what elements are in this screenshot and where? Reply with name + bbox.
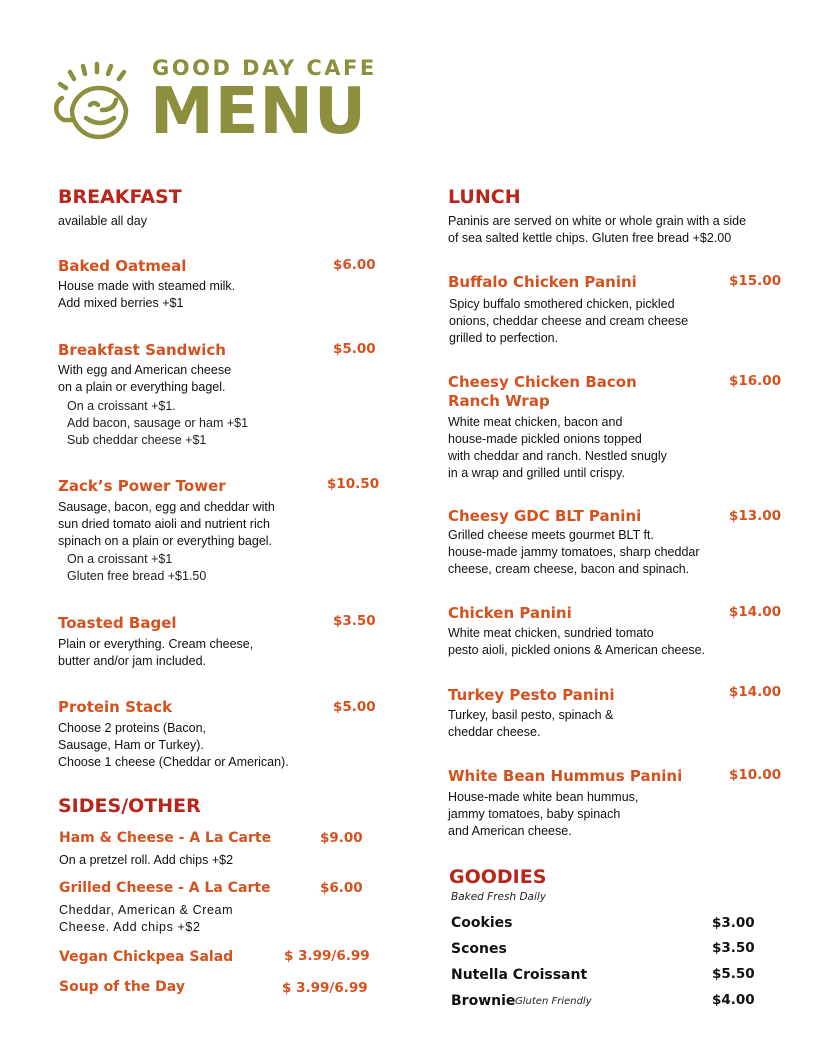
- breakfast-note: available all day: [58, 214, 147, 228]
- item-name: Cheesy Chicken Bacon Ranch Wrap: [448, 373, 637, 410]
- item-name: Zack’s Power Tower: [58, 477, 226, 495]
- menu-title: MENU: [150, 75, 367, 149]
- sides-heading: SIDES/OTHER: [58, 795, 201, 817]
- goodie-price: $4.00: [712, 992, 755, 1008]
- item-price: $6.00: [320, 880, 363, 896]
- item-description: Sausage, bacon, egg and cheddar with sun dried tomato aioli and nutrient rich spinach on a plain or everything bagel.: [58, 500, 275, 548]
- item-description: Plain or everything. Cream cheese, butter and/or jam included.: [58, 637, 254, 668]
- item-name: Vegan Chickpea Salad: [59, 949, 234, 965]
- item-price: $16.00: [729, 373, 782, 389]
- item-name: Chicken Panini: [448, 604, 572, 622]
- gluten-friendly-tag: Gluten Friendly: [515, 996, 592, 1007]
- item-name: Grilled Cheese - A La Carte: [59, 880, 271, 896]
- goodie-price: $5.50: [712, 966, 755, 982]
- item-price: $10.00: [729, 767, 782, 783]
- item-description: House-made white bean hummus, jammy tomatoes, baby spinach and American cheese.: [448, 790, 639, 838]
- item-name: White Bean Hummus Panini: [448, 767, 683, 785]
- item-description: With egg and American cheese on a plain or everything bagel.: [58, 363, 232, 394]
- goodie-price: $3.50: [712, 940, 755, 956]
- item-name: Baked Oatmeal: [58, 257, 187, 275]
- breakfast-heading: BREAKFAST: [58, 186, 182, 208]
- item-description: Choose 2 proteins (Bacon, Sausage, Ham or Turkey). Choose 1 cheese (Cheddar or American).: [58, 721, 289, 769]
- goodie-name: Nutella Croissant: [451, 967, 588, 983]
- item-price: $15.00: [729, 273, 782, 289]
- item-name: Ham & Cheese - A La Carte: [59, 830, 272, 846]
- item-name: Soup of the Day: [59, 979, 185, 995]
- item-price: $5.00: [333, 341, 376, 357]
- goodie-name: Cookies: [451, 915, 513, 931]
- item-name: Turkey Pesto Panini: [448, 686, 615, 704]
- item-name: Breakfast Sandwich: [58, 341, 226, 359]
- item-options: On a croissant +$1. Add bacon, sausage or ham +$1 Sub cheddar cheese +$1: [67, 399, 249, 447]
- item-name: Toasted Bagel: [58, 614, 177, 632]
- item-description: White meat chicken, bacon and house-made pickled onions topped with cheddar and ranch. Nestled snugly in a wrap and grilled until crispy.: [448, 415, 667, 480]
- lunch-heading: LUNCH: [448, 186, 521, 208]
- item-price: $ 3.99/6.99: [284, 948, 370, 964]
- item-price: $ 3.99/6.99: [282, 980, 368, 996]
- goodie-name: Brownie: [451, 993, 516, 1009]
- goodie-price: $3.00: [712, 915, 755, 931]
- item-price: $10.50: [327, 476, 380, 492]
- item-price: $14.00: [729, 604, 782, 620]
- item-price: $13.00: [729, 508, 782, 524]
- item-options: On a croissant +$1 Gluten free bread +$1.50: [67, 552, 207, 583]
- item-description: House made with steamed milk. Add mixed berries +$1: [58, 279, 236, 310]
- item-price: $9.00: [320, 830, 363, 846]
- goodies-note: Baked Fresh Daily: [451, 891, 547, 903]
- item-description: Turkey, basil pesto, spinach & cheddar cheese.: [448, 708, 614, 739]
- lunch-note: Paninis are served on white or whole grain with a side of sea salted kettle chips. Gluten free bread +$2.00: [448, 214, 747, 245]
- item-name: Cheesy GDC BLT Panini: [448, 507, 642, 525]
- goodie-name: Scones: [451, 941, 507, 957]
- item-price: $3.50: [333, 613, 376, 629]
- smiling-sun-cup-icon: [50, 58, 136, 153]
- cafe-name: GOOD DAY CAFE: [152, 56, 377, 80]
- item-name: Protein Stack: [58, 698, 173, 716]
- item-price: $6.00: [333, 257, 376, 273]
- item-description: Grilled cheese meets gourmet BLT ft. house-made jammy tomatoes, sharp cheddar cheese, cream cheese, bacon and spinach.: [448, 528, 700, 576]
- item-name: Buffalo Chicken Panini: [448, 273, 637, 291]
- item-description: Cheddar, American & Cream Cheese. Add chips +$2: [59, 903, 234, 934]
- goodies-heading: GOODIES: [449, 866, 547, 888]
- item-price: $14.00: [729, 684, 782, 700]
- item-description: Spicy buffalo smothered chicken, pickled onions, cheddar cheese and cream cheese grilled to perfection.: [449, 297, 689, 345]
- item-description: On a pretzel roll. Add chips +$2: [59, 853, 234, 867]
- item-description: White meat chicken, sundried tomato pesto aioli, pickled onions & American cheese.: [448, 626, 706, 657]
- item-price: $5.00: [333, 699, 376, 715]
